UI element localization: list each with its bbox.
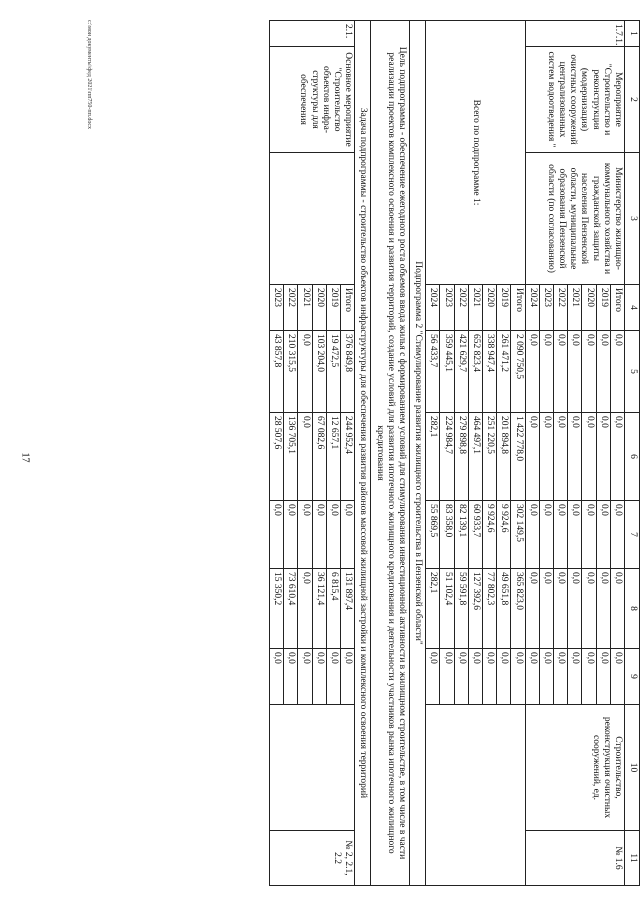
value-cell: 282,1 (426, 569, 440, 649)
subprogram-task: Задача подпрограммы - строительство объектов инфраструктуры для обеспечения развития районов массовой жилищной застройки и комплексного освоения территорий (355, 21, 371, 886)
value-cell: 0,0 (340, 501, 354, 569)
indicator: Строительство, реконструкция очистных сооружений, ед. (525, 705, 624, 831)
value-cell: 0,0 (340, 649, 354, 705)
year-cell: Итого (610, 285, 624, 331)
value-cell: 127 392,6 (468, 569, 482, 649)
value-cell: 0,0 (582, 501, 596, 569)
indicator-link: № 1.6 (525, 831, 624, 886)
value-cell: 82 139,1 (454, 501, 468, 569)
year-cell: 2024 (426, 285, 440, 331)
value-cell: 376 849,8 (340, 331, 354, 413)
value-cell: 2 090 750,5 (511, 331, 525, 413)
value-cell: 0,0 (525, 569, 539, 649)
total-label: Всего по подпрограмме 1: (426, 21, 525, 285)
value-cell: 0,0 (553, 569, 567, 649)
value-cell: 0,0 (582, 569, 596, 649)
value-cell: 0,0 (284, 501, 298, 569)
value-cell: 9 924,6 (497, 501, 511, 569)
value-cell: 0,0 (582, 649, 596, 705)
value-cell: 6 815,4 (326, 569, 340, 649)
value-cell: 0,0 (525, 649, 539, 705)
value-cell: 67 082,6 (312, 413, 326, 501)
value-cell: 0,0 (553, 649, 567, 705)
budget-table (269, 20, 640, 886)
year-cell: 2021 (468, 285, 482, 331)
value-cell: 0,0 (568, 569, 582, 649)
value-cell: 359 445,1 (440, 331, 454, 413)
column-number: 5 (625, 331, 640, 413)
value-cell: 0,0 (298, 501, 312, 569)
value-cell: 0,0 (539, 501, 553, 569)
page-number: 17 (19, 452, 31, 463)
value-cell: 0,0 (610, 501, 624, 569)
column-number: 1 (625, 21, 640, 47)
value-cell: 19 472,5 (326, 331, 340, 413)
value-cell: 1 422 778,0 (511, 413, 525, 501)
value-cell: 0,0 (568, 501, 582, 569)
column-number: 3 (625, 153, 640, 285)
year-cell: 2022 (284, 285, 298, 331)
value-cell: 0,0 (269, 501, 283, 569)
subprogram-goal: Цель подпрограммы - обеспечение ежегодного роста объемов ввода жилья с формированием условий для стимулирования инвестиционной активности в жилищном строительстве, в том числе в части реализации проектов комплексного освоения и развития территорий, создание условий для развития ипотечного жилищного кредитования и деятельности участников рынка ипотечного жилищного кредитования (371, 21, 410, 886)
value-cell: 0,0 (454, 649, 468, 705)
value-cell: 652 823,4 (468, 331, 482, 413)
value-cell: 0,0 (539, 413, 553, 501)
value-cell: 0,0 (610, 569, 624, 649)
executor (269, 153, 354, 285)
value-cell: 36 121,4 (312, 569, 326, 649)
value-cell: 77 802,3 (482, 569, 496, 649)
header-row (625, 21, 640, 886)
value-cell: 0,0 (312, 649, 326, 705)
value-cell: 59 591,8 (454, 569, 468, 649)
value-cell: 0,0 (596, 649, 610, 705)
value-cell: 338 947,4 (482, 331, 496, 413)
value-cell: 224 984,7 (440, 413, 454, 501)
value-cell: 0,0 (298, 413, 312, 501)
table-row (610, 21, 624, 886)
year-cell: 2024 (525, 285, 539, 331)
value-cell: 0,0 (497, 649, 511, 705)
column-number: 4 (625, 285, 640, 331)
value-cell: 0,0 (298, 569, 312, 649)
value-cell: 0,0 (553, 331, 567, 413)
value-cell: 0,0 (596, 501, 610, 569)
value-cell: 56 433,7 (426, 331, 440, 413)
value-cell: 0,0 (511, 649, 525, 705)
value-cell: 0,0 (539, 569, 553, 649)
year-cell: 2022 (454, 285, 468, 331)
value-cell: 0,0 (596, 331, 610, 413)
table-row (340, 21, 354, 886)
year-cell: 2021 (298, 285, 312, 331)
value-cell: 0,0 (312, 501, 326, 569)
value-cell: 83 358,0 (440, 501, 454, 569)
section-row (355, 21, 371, 886)
value-cell: 0,0 (539, 649, 553, 705)
rotated-sheet (86, 20, 640, 885)
value-cell: 0,0 (553, 413, 567, 501)
year-cell: 2020 (482, 285, 496, 331)
year-cell: 2022 (553, 285, 567, 331)
value-cell: 51 102,4 (440, 569, 454, 649)
value-cell: 0,0 (468, 649, 482, 705)
year-cell: 2020 (582, 285, 596, 331)
value-cell: 244 952,4 (340, 413, 354, 501)
column-number: 7 (625, 501, 640, 569)
value-cell: 0,0 (568, 331, 582, 413)
executor: Министерство жилищно-коммунального хозяйства и гражданской защиты населения Пензенской области, муниципальные образования Пензенской области (по согласованию) (525, 153, 624, 285)
column-number: 8 (625, 569, 640, 649)
value-cell: 282,1 (426, 413, 440, 501)
value-cell: 365 823,0 (511, 569, 525, 649)
year-cell: 2019 (497, 285, 511, 331)
indicator (269, 705, 354, 831)
value-cell: 0,0 (568, 649, 582, 705)
year-cell: 2020 (312, 285, 326, 331)
column-number: 10 (625, 705, 640, 831)
value-cell: 0,0 (440, 649, 454, 705)
value-cell: 0,0 (525, 413, 539, 501)
value-cell: 28 507,6 (269, 413, 283, 501)
value-cell: 0,0 (582, 331, 596, 413)
value-cell: 302 149,5 (511, 501, 525, 569)
value-cell: 0,0 (482, 649, 496, 705)
value-cell: 421 629,7 (454, 331, 468, 413)
column-number: 6 (625, 413, 640, 501)
year-cell: 2023 (440, 285, 454, 331)
column-number: 9 (625, 649, 640, 705)
value-cell: 0,0 (525, 331, 539, 413)
year-cell: Итого (511, 285, 525, 331)
value-cell: 0,0 (326, 649, 340, 705)
value-cell: 0,0 (298, 649, 312, 705)
year-cell: 2021 (568, 285, 582, 331)
value-cell: 49 651,8 (497, 569, 511, 649)
value-cell: 0,0 (269, 649, 283, 705)
table-row (511, 21, 525, 886)
value-cell: 136 705,1 (284, 413, 298, 501)
item-name: Мероприятие "Строительство и реконструкция (модернизация) очистных сооружений централизованных систем водоотведения " (525, 47, 624, 153)
column-number: 2 (625, 47, 640, 153)
year-cell: 2023 (539, 285, 553, 331)
value-cell: 0,0 (568, 413, 582, 501)
empty-cell (426, 705, 525, 886)
value-cell: 0,0 (596, 569, 610, 649)
section-row (371, 21, 410, 886)
value-cell: 43 857,8 (269, 331, 283, 413)
column-number: 11 (625, 831, 640, 886)
value-cell: 0,0 (596, 413, 610, 501)
value-cell: 60 933,7 (468, 501, 482, 569)
file-path: c:\мои документы\фед 2021\пп750-пп.docx (86, 20, 92, 129)
value-cell: 464 497,1 (468, 413, 482, 501)
value-cell: 0,0 (610, 331, 624, 413)
value-cell: 12 657,1 (326, 413, 340, 501)
value-cell: 9 924,6 (482, 501, 496, 569)
section-row (409, 21, 425, 886)
value-cell: 0,0 (553, 501, 567, 569)
value-cell: 251 220,5 (482, 413, 496, 501)
value-cell: 0,0 (610, 413, 624, 501)
value-cell: 0,0 (326, 501, 340, 569)
value-cell: 131 897,4 (340, 569, 354, 649)
value-cell: 0,0 (426, 649, 440, 705)
value-cell: 0,0 (610, 649, 624, 705)
value-cell: 55 869,5 (426, 501, 440, 569)
value-cell: 0,0 (582, 413, 596, 501)
value-cell: 0,0 (539, 331, 553, 413)
item-number: 1.7.1. (525, 21, 624, 47)
year-cell: 2019 (596, 285, 610, 331)
value-cell: 261 471,2 (497, 331, 511, 413)
value-cell: 0,0 (298, 331, 312, 413)
year-cell: 2019 (326, 285, 340, 331)
value-cell: 0,0 (525, 501, 539, 569)
item-number: 2.1. (269, 21, 354, 47)
year-cell: 2023 (269, 285, 283, 331)
value-cell: 73 610,4 (284, 569, 298, 649)
value-cell: 210 315,5 (284, 331, 298, 413)
year-cell: Итого (340, 285, 354, 331)
value-cell: 201 894,8 (497, 413, 511, 501)
indicator-link: № 2, 2.1, 2.2 (269, 831, 354, 886)
value-cell: 0,0 (284, 649, 298, 705)
value-cell: 103 204,0 (312, 331, 326, 413)
subprogram-title: Подпрограмма 2 "Стимулирование развития жилищного строительства в Пензенской области" (409, 21, 425, 886)
value-cell: 15 350,2 (269, 569, 283, 649)
item-name: Основное мероприятие "Строительство объектов инфра-структуры для обеспечения (269, 47, 354, 153)
value-cell: 279 898,8 (454, 413, 468, 501)
